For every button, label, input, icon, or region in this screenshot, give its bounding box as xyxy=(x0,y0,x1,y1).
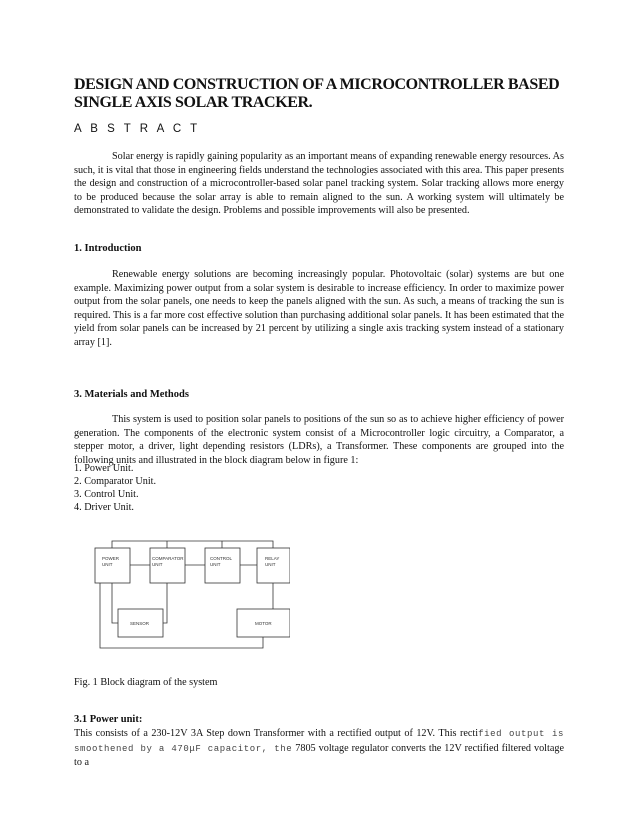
introduction-paragraph xyxy=(74,268,564,349)
power-text-mono: fied output is smoothened by a 470μF capacitor, the xyxy=(74,729,565,754)
units-list xyxy=(74,462,156,514)
methods-heading: 3. Materials and Methods xyxy=(74,389,189,400)
paper-title xyxy=(74,76,574,112)
sensor-label: SENSOR xyxy=(130,621,150,626)
power-unit-paragraph xyxy=(74,727,564,770)
motor-label: MOTOR xyxy=(255,621,272,626)
relay-unit-label: RELAY xyxy=(265,556,280,561)
block-diagram xyxy=(90,538,290,658)
methods-text: This system is used to position solar panels to positions of the sun so as to achieve higher efficiency of power generation. The components of the electronic system consist of a Microcontroller logic circuitry, a Comparator, a stepper motor, a driver, light depending resistors (LDRs), a Transformer. These components are grouped into the following units and illustrated in the block diagram below in figure 1: xyxy=(74,414,564,466)
power-text-2: 7805 voltage regulator converts the 12V rectified filtered voltage to a xyxy=(74,742,564,768)
list-item: 2. Comparator Unit. xyxy=(74,476,157,487)
list-item: 3. Control Unit. xyxy=(74,489,139,500)
power-unit-block xyxy=(95,548,130,583)
control-unit-label-2: UNIT xyxy=(210,562,221,567)
introduction-text: Renewable energy solutions are becoming increasingly popular. Photovoltaic (solar) systems are but one example. Maximizing power output from a solar system is desirable to increase efficiency. In order to maximize power output from the solar panels, one needs to keep the panels aligned with the sun. As such, a means of tracking the sun is required. This is a far more cost effective solution than purchasing additional solar panels. It has been estimated that the yield from solar panels can be increased by 21 percent by utilizing a single axis tracking system instead of a stationary array [1]. xyxy=(74,269,564,348)
list-item: 4. Driver Unit. xyxy=(74,502,134,513)
power-text-1: This consists of a 230-12V 3A Step down Transformer with a rectified output of 12V. This recti xyxy=(74,728,479,739)
figure-caption: Fig. 1 Block diagram of the system xyxy=(74,677,218,688)
title-line-2: SINGLE AXIS SOLAR TRACKER. xyxy=(74,94,313,111)
control-unit-label: CONTROL xyxy=(210,556,233,561)
list-item: 1. Power Unit. xyxy=(74,463,134,474)
power-unit-heading: 3.1 Power unit: xyxy=(74,714,143,725)
comparator-label: COMPARATOR xyxy=(152,556,184,561)
power-unit-label-2: UNIT xyxy=(102,562,113,567)
comparator-label-2: UNIT xyxy=(152,562,163,567)
abstract-paragraph xyxy=(74,150,564,218)
abstract-heading: A B S T R A C T xyxy=(74,123,201,135)
relay-unit-label-2: UNIT xyxy=(265,562,276,567)
title-line-1: DESIGN AND CONSTRUCTION OF A MICROCONTROLLER BASED xyxy=(74,76,560,93)
abstract-text: Solar energy is rapidly gaining popularity as an important means of expanding renewable energy resources. As such, it is vital that those in engineering fields understand the technologies associated with this area. This paper presents the design and construction of a microcontroller-based solar panel tracking system. Solar tracking allows more energy to be produced because the solar array is able to remain aligned to the sun. A working system will ultimately be demonstrated to validate the design. Problems and possible improvements will also be presented. xyxy=(74,151,564,216)
introduction-heading: 1. Introduction xyxy=(74,243,142,254)
methods-paragraph xyxy=(74,413,564,467)
power-unit-label: POWER xyxy=(102,556,120,561)
